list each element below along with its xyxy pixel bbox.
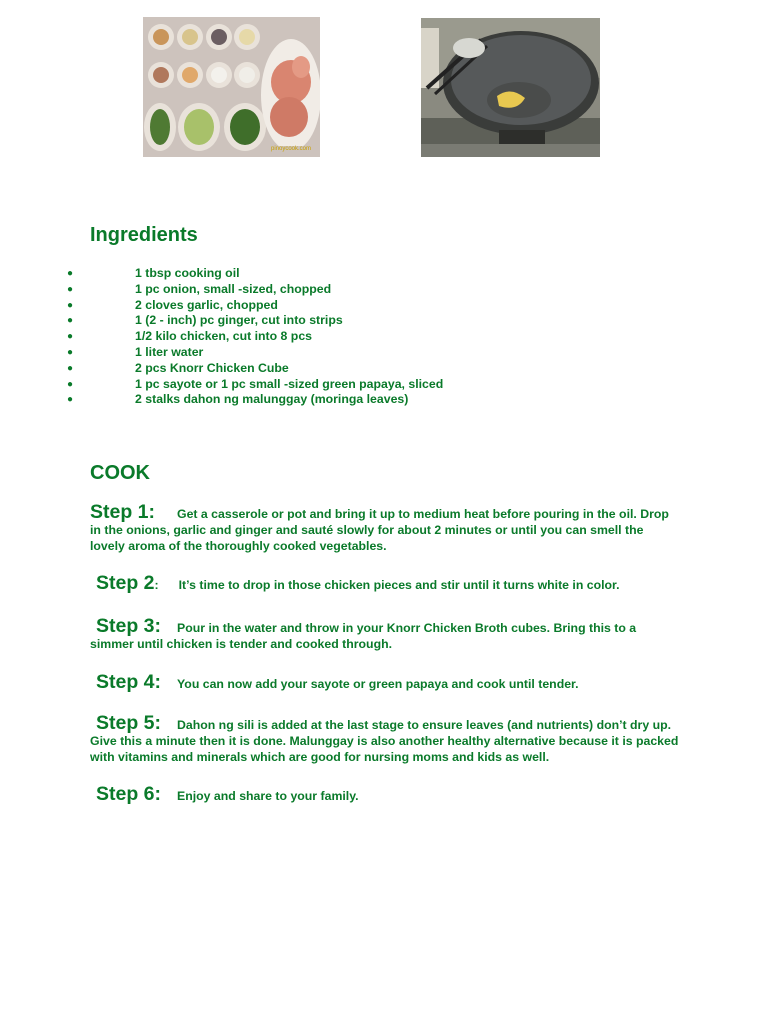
step-2	[96, 572, 686, 594]
bullet-icon: ●	[67, 283, 74, 295]
step-6	[96, 783, 686, 805]
step-1-text: Get a casserole or pot and bring it up to medium heat before pouring in the oil. Drop in the onions, garlic and ginger and sauté slowly for about 2 minutes or until you can smell the lovely aroma of the thoroughly cooked vegetables.	[90, 507, 669, 553]
list-item	[0, 361, 443, 377]
ingredient-text: 2 stalks dahon ng malunggay (moringa leaves)	[135, 392, 409, 407]
bullet-icon: ●	[67, 394, 74, 406]
step-2-text: It’s time to drop in those chicken pieces and stir until it turns white in color.	[178, 578, 620, 592]
bullet-icon: ●	[67, 315, 74, 327]
ingredients-photo	[143, 17, 320, 157]
step-4	[96, 671, 686, 693]
bullet-icon: ●	[67, 299, 74, 311]
step-2-colon: :	[154, 578, 159, 592]
bullet-icon: ●	[67, 331, 74, 343]
photo-watermark: pinoycook.com	[271, 146, 312, 152]
bullet-icon: ●	[67, 346, 74, 358]
ingredient-text: 1 (2 - inch) pc ginger, cut into strips	[135, 313, 343, 328]
bullet-icon: ●	[67, 268, 74, 279]
ingredient-text: 2 pcs Knorr Chicken Cube	[135, 360, 289, 375]
ingredient-text: 1 pc onion, small -sized, chopped	[135, 281, 332, 296]
bullet-icon: ●	[67, 362, 74, 374]
ingredients-heading: Ingredients	[90, 224, 198, 246]
list-item	[0, 329, 443, 345]
bullet-icon: ●	[67, 378, 74, 390]
ingredient-text: 1 tbsp cooking oil	[135, 266, 240, 280]
ingredient-text: 1 pc sayote or 1 pc small -sized green papaya, sliced	[135, 376, 444, 391]
list-item	[0, 266, 443, 282]
list-item	[0, 345, 443, 361]
wok-photo	[421, 18, 600, 157]
ingredient-text: 2 cloves garlic, chopped	[135, 297, 278, 312]
list-item	[0, 313, 443, 329]
list-item	[0, 392, 443, 408]
step-1-label: Step 1:	[90, 501, 156, 523]
step-3-label: Step 3:	[96, 615, 162, 637]
list-item	[0, 298, 443, 314]
step-6-label: Step 6:	[96, 783, 162, 805]
wok-photo-graphic	[421, 18, 600, 157]
step-3	[90, 615, 680, 653]
step-5	[90, 712, 680, 765]
step-5-text: Dahon ng sili is added at the last stage to ensure leaves (and nutrients) don’t dry up. Give this a minute then it is done. Malunggay is also another healthy alternative because it is packed with vitamins and minerals which are good for nursing moms and kids as well.	[90, 718, 679, 764]
list-item	[0, 282, 443, 298]
step-3-text: Pour in the water and throw in your Knorr Chicken Broth cubes. Bring this to a simmer until chicken is tender and cooked through.	[90, 621, 637, 651]
step-2-label: Step 2	[96, 572, 155, 594]
ingredients-list	[0, 266, 443, 408]
ingredient-text: 1/2 kilo chicken, cut into 8 pcs	[135, 329, 312, 344]
ingredients-photo-graphic	[143, 17, 320, 157]
ingredient-text: 1 liter water	[135, 344, 204, 359]
step-5-label: Step 5:	[96, 712, 162, 734]
step-6-text: Enjoy and share to your family.	[177, 789, 359, 803]
step-4-label: Step 4:	[96, 671, 162, 693]
cook-heading: COOK	[90, 462, 150, 484]
step-4-text: You can now add your sayote or green papaya and cook until tender.	[177, 677, 579, 691]
list-item	[0, 377, 443, 393]
step-1	[90, 501, 680, 554]
